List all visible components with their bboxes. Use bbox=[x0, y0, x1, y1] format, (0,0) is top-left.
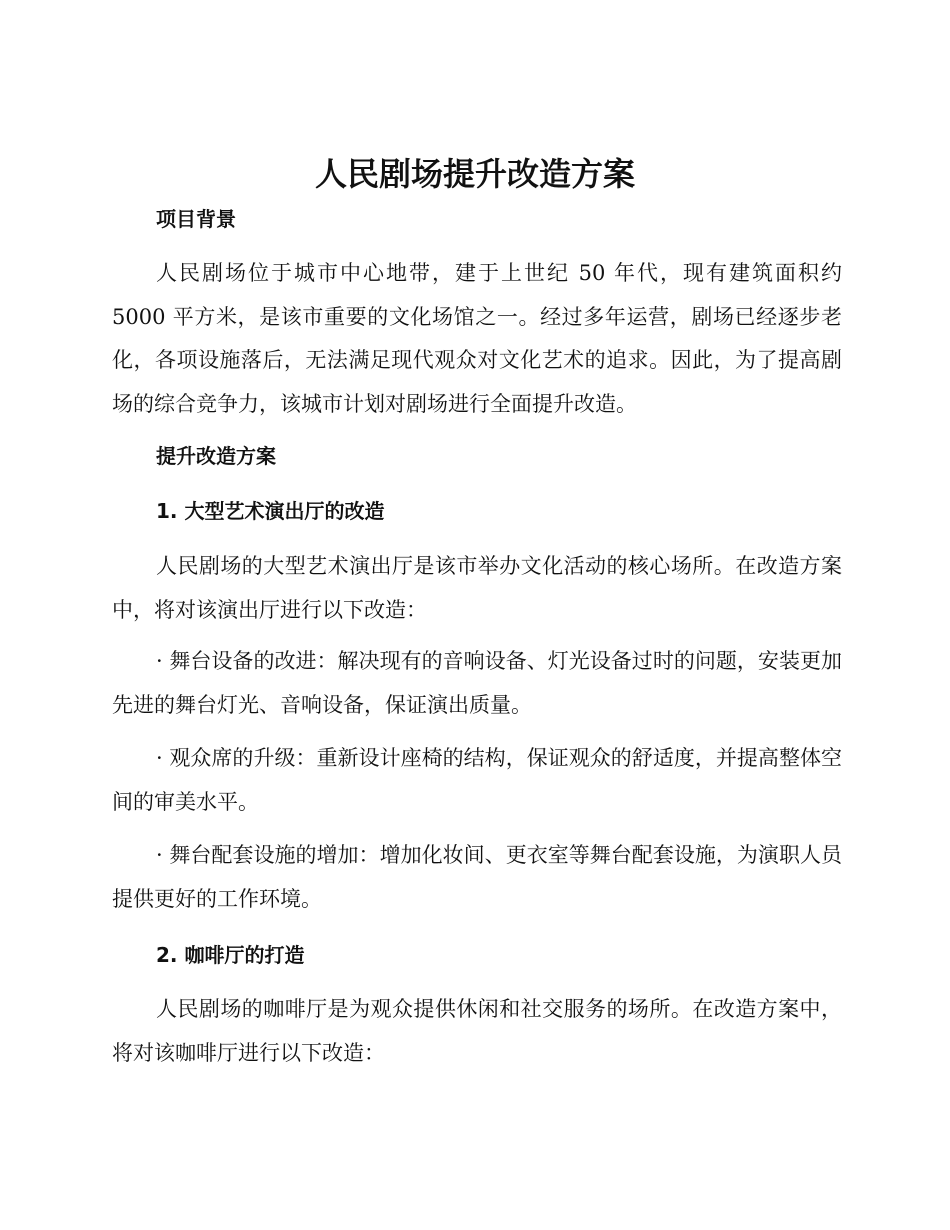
paragraph-background: 人民剧场位于城市中心地带，建于上世纪 50 年代，现有建筑面积约 5000 平方米，是该市重要的文化场馆之一。经过多年运营，剧场已经逐步老化，各项设施落后，无法满足现代观众对文化艺术的追求。因此，为了提高剧场的综合竞争力，该城市计划对剧场进行全面提升改造。 bbox=[112, 261, 842, 417]
paragraph-cafe-intro: 人民剧场的咖啡厅是为观众提供休闲和社交服务的场所。在改造方案中，将对该咖啡厅进行以下改造： bbox=[112, 997, 842, 1065]
subsection-heading-hall: 1. 大型艺术演出厅的改造 bbox=[156, 499, 385, 523]
paragraph-hall-intro: 人民剧场的大型艺术演出厅是该市举办文化活动的核心场所。在改造方案中，将对该演出厅进行以下改造： bbox=[112, 554, 842, 622]
bullet-stage-facilities: · 舞台配套设施的增加：增加化妆间、更衣室等舞台配套设施，为演职人员提供更好的工作环境。 bbox=[112, 843, 842, 911]
section-heading-background: 项目背景 bbox=[156, 207, 236, 231]
section-heading-plan: 提升改造方案 bbox=[156, 444, 276, 468]
bullet-audience-seating: · 观众席的升级：重新设计座椅的结构，保证观众的舒适度，并提高整体空间的审美水平。 bbox=[112, 746, 842, 814]
bullet-stage-equipment: · 舞台设备的改进：解决现有的音响设备、灯光设备过时的问题，安装更加先进的舞台灯光、音响设备，保证演出质量。 bbox=[112, 649, 842, 717]
document-title: 人民剧场提升改造方案 bbox=[314, 155, 635, 193]
subsection-heading-cafe: 2. 咖啡厅的打造 bbox=[156, 943, 305, 967]
